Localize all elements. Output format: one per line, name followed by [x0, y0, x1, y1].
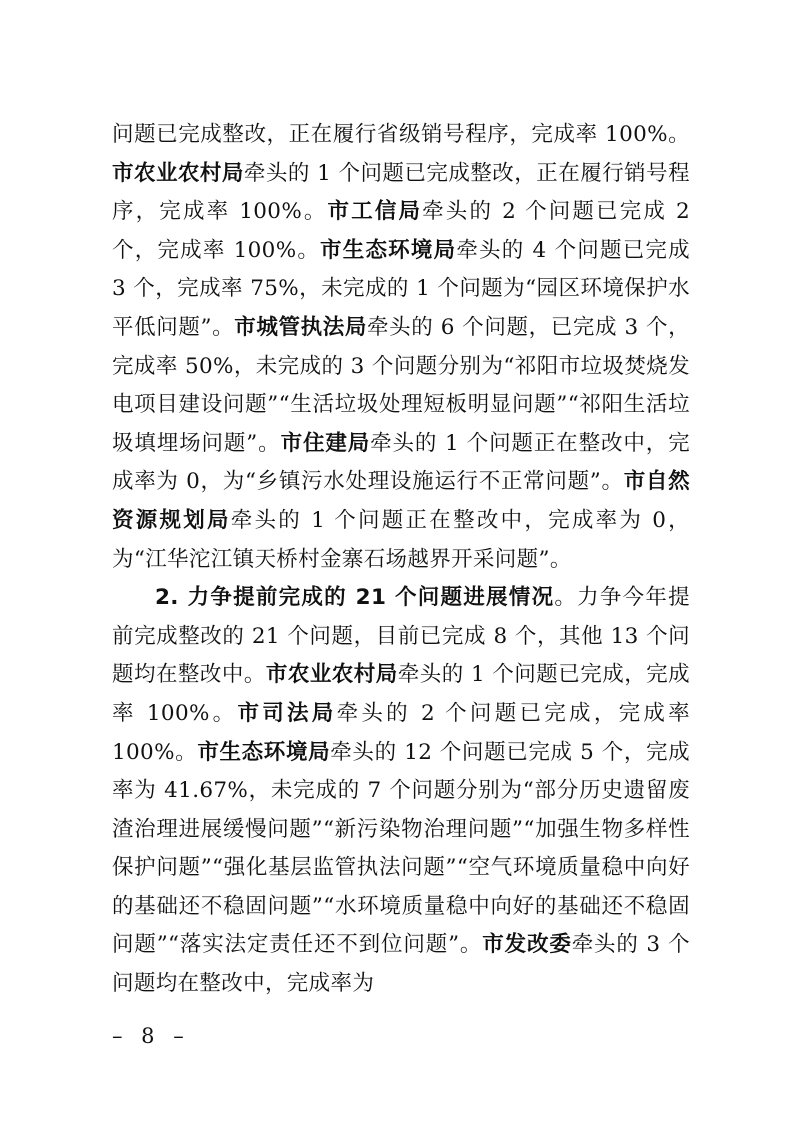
page-number: – 8 –: [112, 1024, 190, 1048]
agency-name-bold: 市工信局: [327, 199, 423, 225]
text-run: 牵头的 1 个问题已完成整改，正在履行销号程序，完成率 100%。: [112, 160, 690, 225]
agency-name-bold: 市生态环境局: [320, 237, 457, 263]
agency-name-bold: 市住建局: [280, 430, 371, 456]
text-run: 牵头的 1 个问题已完成，完成率 100%。: [112, 662, 690, 726]
text-run: 牵头的 3 个问题均在整改中，完成率为: [112, 932, 690, 997]
body-text: [112, 116, 690, 1004]
text-run: 。力争今年提前完成整改的 21 个问题，目前已完成 8 个，其他 13 个问题均在整改中。: [112, 585, 690, 688]
text-run: 牵头的 6 个问题，已完成 3 个，完成率 50%，未完成的 3 个问题分别为“祁阳市垃圾焚烧发电项目建设问题”“生活垃圾处理短板明显问题”“祁阳生活垃圾填埋场问题”。: [112, 314, 691, 456]
text-run: 牵头的 12 个问题已完成 5 个，完成率为 41.67%，未完成的 7 个问题分别为“部分历史遗留废渣治理进展缓慢问题”“新污染物治理问题”“加强生物多样性保护问题”“强化基层监管执法问题”“空气环境质量稳中向好的基础还不稳固问题”“水环境质量稳中向好的基础还不稳固问题”“落实法定责任还不到位问题”。: [112, 739, 691, 958]
agency-name-bold: 市农业农村局: [112, 160, 244, 186]
agency-name-bold: 市司法局: [237, 700, 337, 726]
text-run: 问题已完成整改，正在履行省级销号程序，完成率 100%。: [112, 122, 690, 147]
agency-name-bold: 市农业农村局: [265, 662, 398, 688]
text-run: 牵头的 1 个问题正在整改中，完成率为 0，为“江华沱江镇天桥村金寨石场越界开采问题”。: [112, 507, 690, 572]
text-run: 牵头的 2 个问题已完成 2 个，完成率 100%。: [112, 199, 691, 263]
text-run: 牵头的 1 个问题正在整改中，完成率为 0，为“乡镇污水处理设施运行不正常问题”。: [112, 430, 690, 495]
paragraph-2: [112, 579, 690, 1004]
agency-name-bold: 市生态环境局: [197, 739, 331, 765]
agency-name-bold: 市发改委: [482, 932, 572, 958]
section-heading: 2. 力争提前完成的 21 个问题进展情况: [155, 585, 555, 611]
agency-name-bold: 市自然资源规划局: [112, 469, 690, 533]
text-run: 牵头的 2 个问题已完成，完成率 100%。: [112, 700, 690, 765]
text-run: 牵头的 4 个问题已完成 3 个，完成率 75%，未完成的 1 个问题为“园区环境保护水平低问题”。: [112, 237, 690, 340]
agency-name-bold: 市城管执法局: [234, 314, 367, 340]
paragraph-1: [112, 116, 690, 579]
